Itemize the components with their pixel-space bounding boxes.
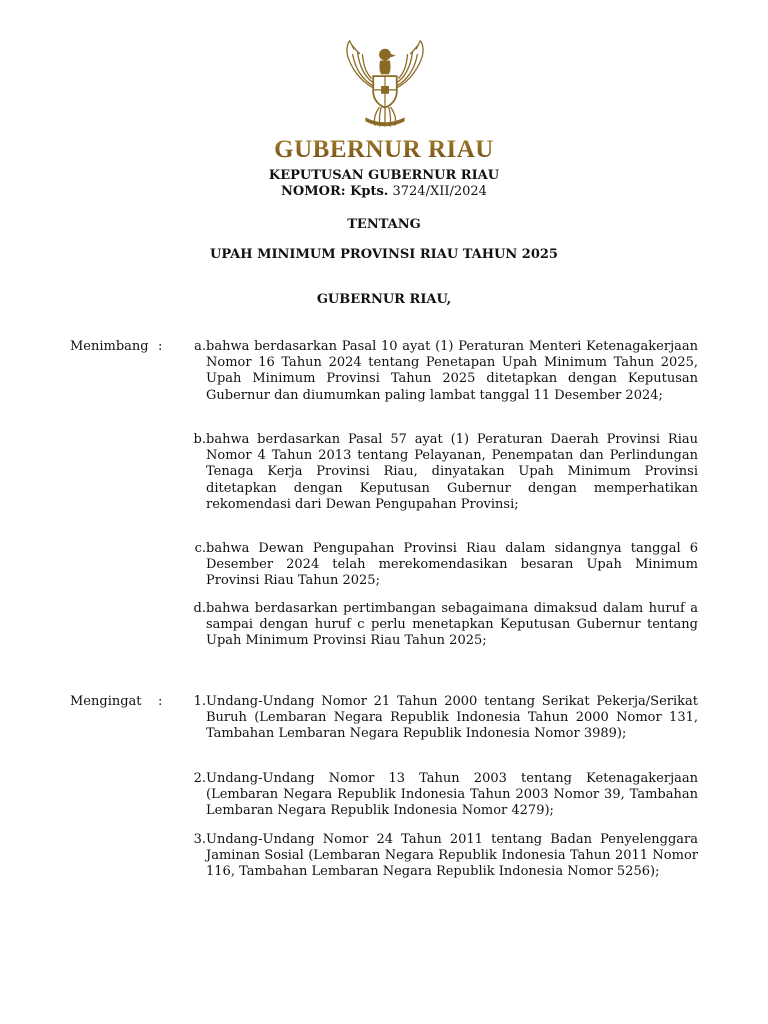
brand-text: GUBERNUR RIAU xyxy=(274,136,494,163)
item-text: Undang-Undang Nomor 13 Tahun 2003 tentang Ketenagakerjaan (Lembaran Negara Republik Indonesia Tahun 2003 Nomor 39, Tambahan Lembaran Negara Republik Indonesia Nomor 4279); xyxy=(206,771,698,819)
garuda-emblem-icon xyxy=(336,34,434,134)
item-marker: 1. xyxy=(193,694,206,709)
mengingat-colon: : xyxy=(158,694,163,709)
decree-title: KEPUTUSAN GUBERNUR RIAU xyxy=(268,168,500,183)
item-marker: b. xyxy=(193,432,206,447)
item-marker: 3. xyxy=(193,832,206,847)
mengingat-label: Mengingat xyxy=(70,694,142,709)
menimbang-colon: : xyxy=(158,339,163,354)
item-marker: d. xyxy=(193,601,206,616)
item-text: Undang-Undang Nomor 21 Tahun 2000 tentang Serikat Pekerja/Serikat Buruh (Lembaran Negara Republik Indonesia Tahun 2000 Nomor 131, Tambahan Lembaran Negara Republik Indonesia Nomor 3989); xyxy=(206,694,698,742)
item-text: Undang-Undang Nomor 24 Tahun 2011 tentang Badan Penyelenggara Jaminan Sosial (Lembaran Negara Republik Indonesia Tahun 2011 Nomor 116, Tambahan Lembaran Negara Republik Indonesia Nomor 5256); xyxy=(206,832,698,880)
brand-header xyxy=(0,136,768,164)
menimbang-label: Menimbang xyxy=(70,339,149,354)
about-heading: TENTANG xyxy=(347,217,421,232)
decree-number-value: 3724/XII/2024 xyxy=(392,184,487,199)
item-marker: c. xyxy=(194,541,206,556)
item-text: bahwa Dewan Pengupahan Provinsi Riau dalam sidangnya tanggal 6 Desember 2024 telah merekomendasikan besaran Upah Minimum Provinsi Riau Tahun 2025; xyxy=(206,541,698,589)
item-marker: a. xyxy=(194,339,206,354)
issuer-heading: GUBERNUR RIAU, xyxy=(316,292,452,307)
decree-number-label: NOMOR: Kpts. xyxy=(281,184,389,199)
subject-heading: UPAH MINIMUM PROVINSI RIAU TAHUN 2025 xyxy=(210,247,558,262)
item-marker: 2. xyxy=(193,771,206,786)
item-text: bahwa berdasarkan Pasal 57 ayat (1) Peraturan Daerah Provinsi Riau Nomor 4 Tahun 2013 tentang Pelayanan, Penempatan dan Perlindungan Tenaga Kerja Provinsi Riau, dinyatakan Upah Minimum Provinsi ditetapkan dengan Keputusan Gubernur dengan memperhatikan rekomendasi dari Dewan Pengupahan Provinsi; xyxy=(206,432,698,512)
item-text: bahwa berdasarkan Pasal 10 ayat (1) Peraturan Menteri Ketenagakerjaan Nomor 16 Tahun 2024 tentang Penetapan Upah Minimum Tahun 2025, Upah Minimum Provinsi Tahun 2025 ditetapkan dengan Keputusan Gubernur dan diumumkan paling lambat tanggal 11 Desember 2024; xyxy=(206,339,698,403)
item-text: bahwa berdasarkan pertimbangan sebagaimana dimaksud dalam huruf a sampai dengan huruf c perlu menetapkan Keputusan Gubernur tentang Upah Minimum Provinsi Riau Tahun 2025; xyxy=(206,601,698,649)
decree-number xyxy=(0,184,768,200)
